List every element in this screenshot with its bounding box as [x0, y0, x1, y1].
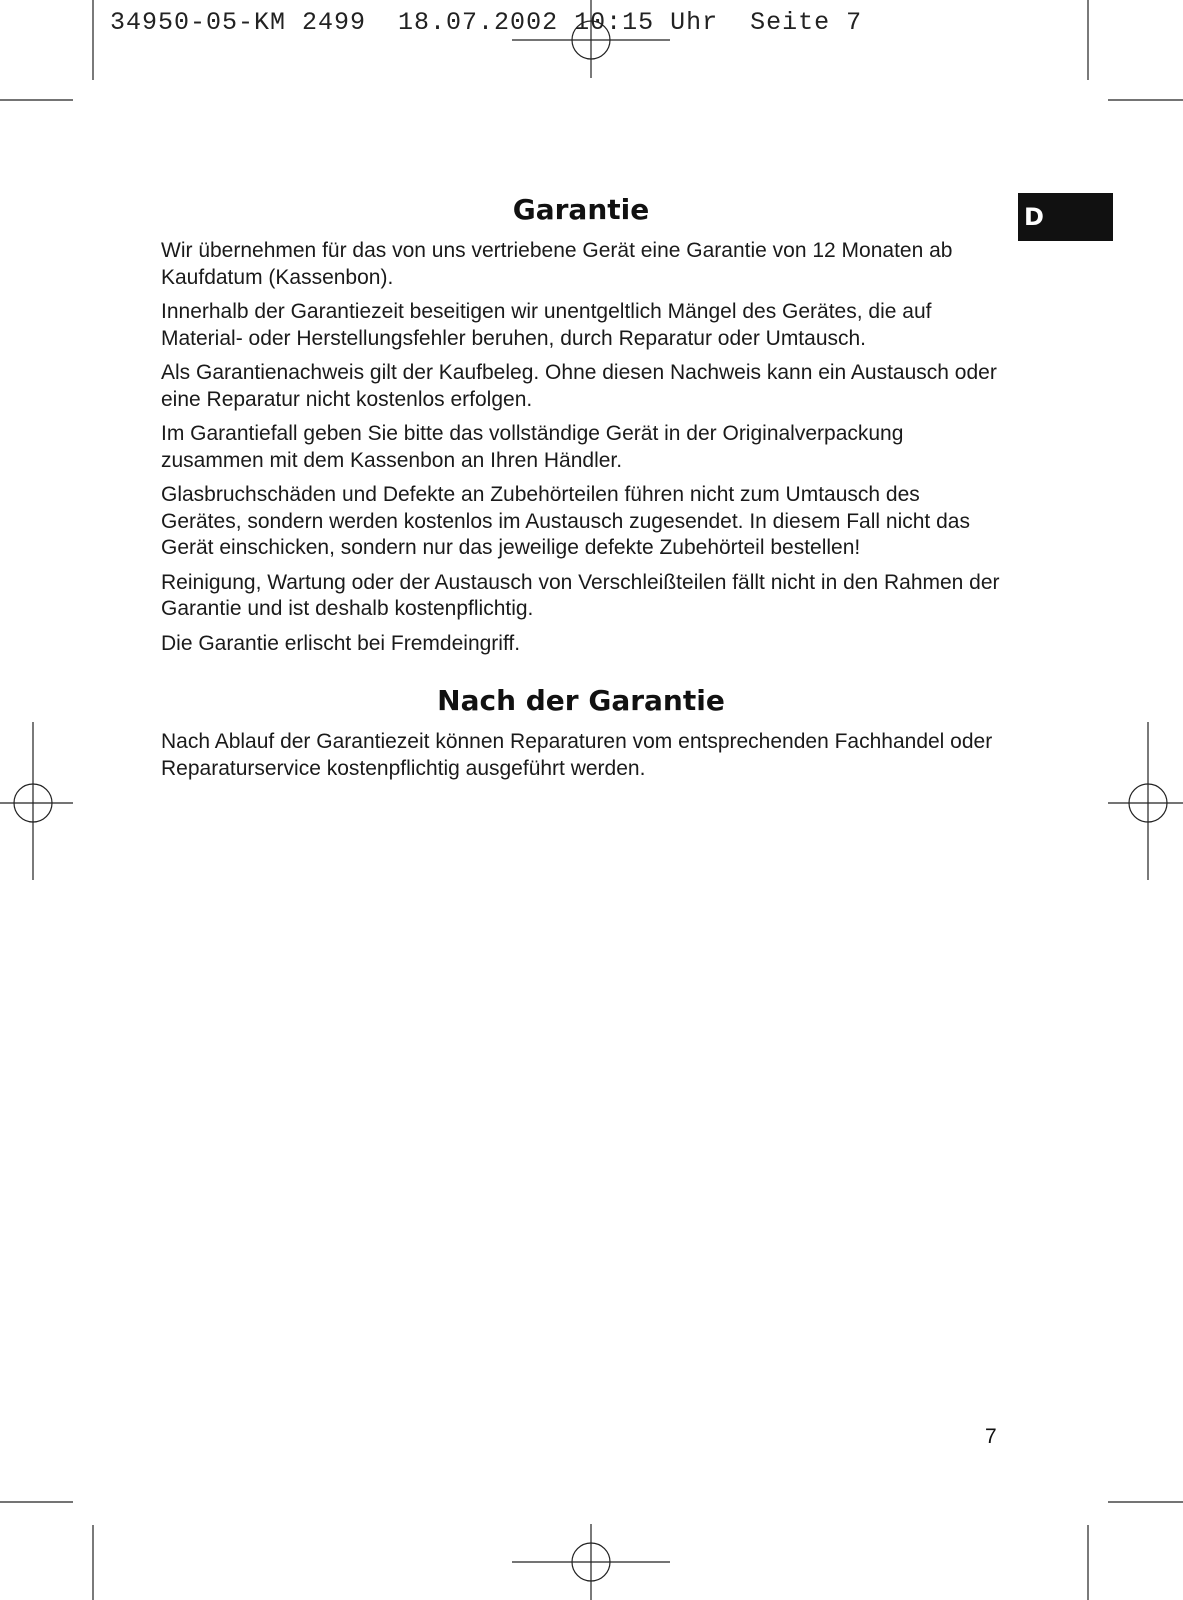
page-number: 7	[985, 1425, 997, 1448]
section-garantie	[161, 190, 1001, 657]
document-body	[161, 190, 1001, 782]
paragraph: Die Garantie erlischt bei Fremdeingriff.	[161, 631, 521, 655]
paragraph: Reinigung, Wartung oder der Austausch von Verschleißteilen fällt nicht in den Rahmen der Garantie und ist deshalb kostenpflichtig.	[161, 570, 1000, 620]
section-nach-der-garantie	[161, 681, 1001, 782]
paragraph: Im Garantiefall geben Sie bitte das vollständige Gerät in der Originalverpackung zusammen mit dem Kassenbon an Ihren Händler.	[161, 422, 904, 472]
print-slug-line: 34950-05-KM 2499 18.07.2002 10:15 Uhr Seite 7	[110, 8, 863, 37]
paragraph: Wir übernehmen für das von uns vertriebene Gerät eine Garantie von 12 Monaten ab Kaufdatum (Kassenbon).	[161, 239, 953, 289]
paragraph: Nach Ablauf der Garantiezeit können Reparaturen vom entsprechenden Fachhandel oder Reparaturservice kostenpflichtig ausgeführt werden.	[161, 730, 993, 780]
paragraph: Als Garantienachweis gilt der Kaufbeleg. Ohne diesen Nachweis kann ein Austausch oder eine Reparatur nicht kostenlos erfolgen.	[161, 361, 997, 411]
heading-garantie: Garantie	[512, 193, 650, 226]
paragraph: Glasbruchschäden und Defekte an Zubehörteilen führen nicht zum Umtausch des Gerätes, sondern werden kostenlos im Austausch zugesendet. In diesem Fall nicht das Gerät einschicken, sondern nur das jeweilige defekte Zubehörteil bestellen!	[161, 483, 970, 559]
heading-nach-der-garantie: Nach der Garantie	[437, 684, 725, 717]
paragraph: Innerhalb der Garantiezeit beseitigen wir unentgeltlich Mängel des Gerätes, die auf Material- oder Herstellungsfehler beruhen, durch Reparatur oder Umtausch.	[161, 300, 932, 350]
language-tab: D	[1018, 193, 1113, 241]
